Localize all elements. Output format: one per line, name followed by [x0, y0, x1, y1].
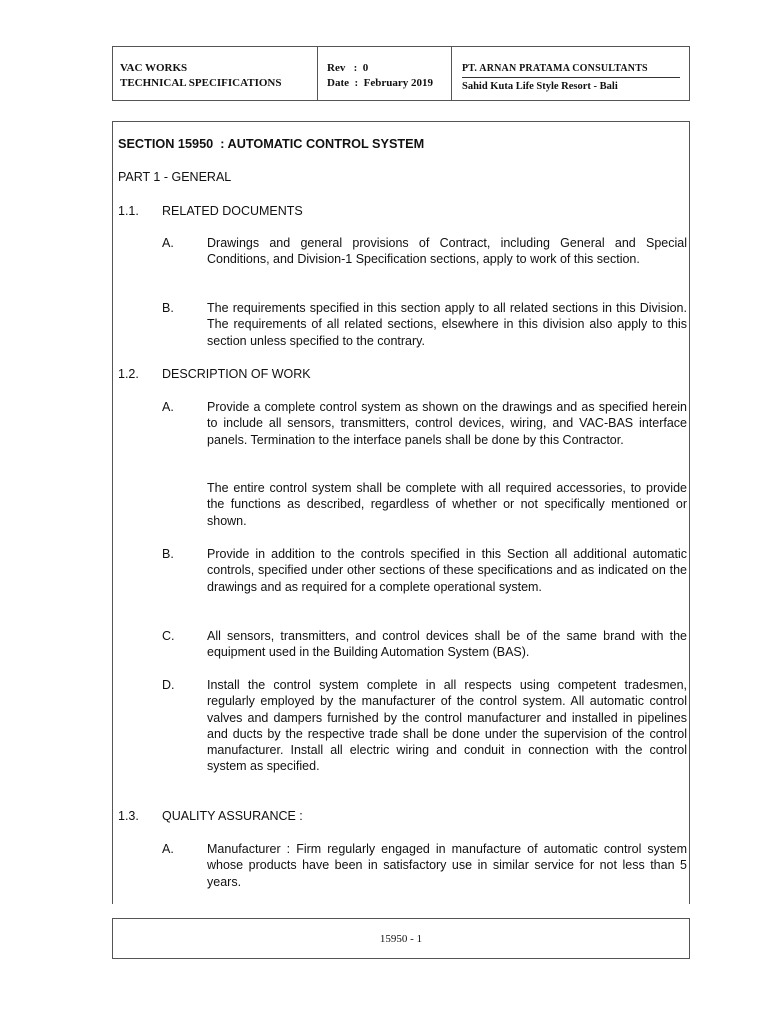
page-number: 15950 - 1	[379, 933, 423, 945]
header-left	[113, 47, 318, 100]
item-text: Install the control system complete in all respects using competent tradesmen, regularly employed by the manufacturer of the control system. All automatic control valves and dampers furnished by the control manufacturer and installed in pipelines and ducts by the respective trade shall be done under the supervision of the control manufacturer. Install all electric wiring and conduit in connection with the control system as specified.	[207, 678, 687, 774]
header-rev: Rev : 0	[327, 62, 369, 74]
part-title: PART 1 - GENERAL	[118, 170, 232, 184]
section-heading-1-2: DESCRIPTION OF WORK	[162, 367, 311, 381]
item-text: Manufacturer : Firm regularly engaged in manufacture of automatic control system whose products have been in satisfactory use in similar service for not less than 5 years.	[207, 842, 687, 889]
section-number-1-1: 1.1.	[118, 204, 139, 218]
page-footer	[112, 918, 690, 959]
item-letter: B.	[162, 301, 174, 315]
section-heading-1-1: RELATED DOCUMENTS	[162, 204, 303, 218]
item-letter: C.	[162, 629, 175, 643]
header-date: Date : February 2019	[327, 77, 434, 89]
item-text: Provide in addition to the controls specified in this Section all additional automatic controls, specified under other sections of these specifications and as indicated on the drawings and as required for a complete operational system.	[207, 547, 687, 594]
section-number-1-2: 1.2.	[118, 367, 139, 381]
item-text-continued: The entire control system shall be complete with all required accessories, to provide the functions as described, regardless of whether or not specifically mentioned or shown.	[207, 481, 687, 528]
header-middle	[318, 47, 452, 100]
item-text: The requirements specified in this section apply to all related sections in this Division. The requirements of all related sections, elsewhere in this division also apply to this section unless specified to the contrary.	[207, 301, 687, 348]
header-project: Sahid Kuta Life Style Resort - Bali	[462, 81, 618, 92]
header-firm: PT. ARNAN PRATAMA CONSULTANTS	[462, 61, 680, 78]
header-doc-type: TECHNICAL SPECIFICATIONS	[120, 77, 282, 89]
item-text: Provide a complete control system as shown on the drawings and as specified herein to include all sensors, transmitters, control devices, wiring, and VAC-BAS interface panels. Termination to the interface panels shall be done by this Contractor.	[207, 400, 687, 447]
section-title: SECTION 15950 : AUTOMATIC CONTROL SYSTEM	[118, 137, 425, 151]
item-letter: A.	[162, 842, 174, 856]
item-letter: A.	[162, 236, 174, 250]
section-heading-1-3: QUALITY ASSURANCE :	[162, 809, 303, 823]
item-letter: B.	[162, 547, 174, 561]
header-right	[452, 47, 689, 100]
item-text: All sensors, transmitters, and control devices shall be of the same brand with the equipment used in the Building Automation System (BAS).	[207, 629, 687, 660]
item-letter: D.	[162, 678, 175, 692]
page-header	[112, 46, 690, 101]
item-text: Drawings and general provisions of Contract, including General and Special Conditions, and Division-1 Specification sections, apply to work of this section.	[207, 236, 687, 267]
section-number-1-3: 1.3.	[118, 809, 139, 823]
header-works: VAC WORKS	[120, 62, 188, 74]
item-letter: A.	[162, 400, 174, 414]
